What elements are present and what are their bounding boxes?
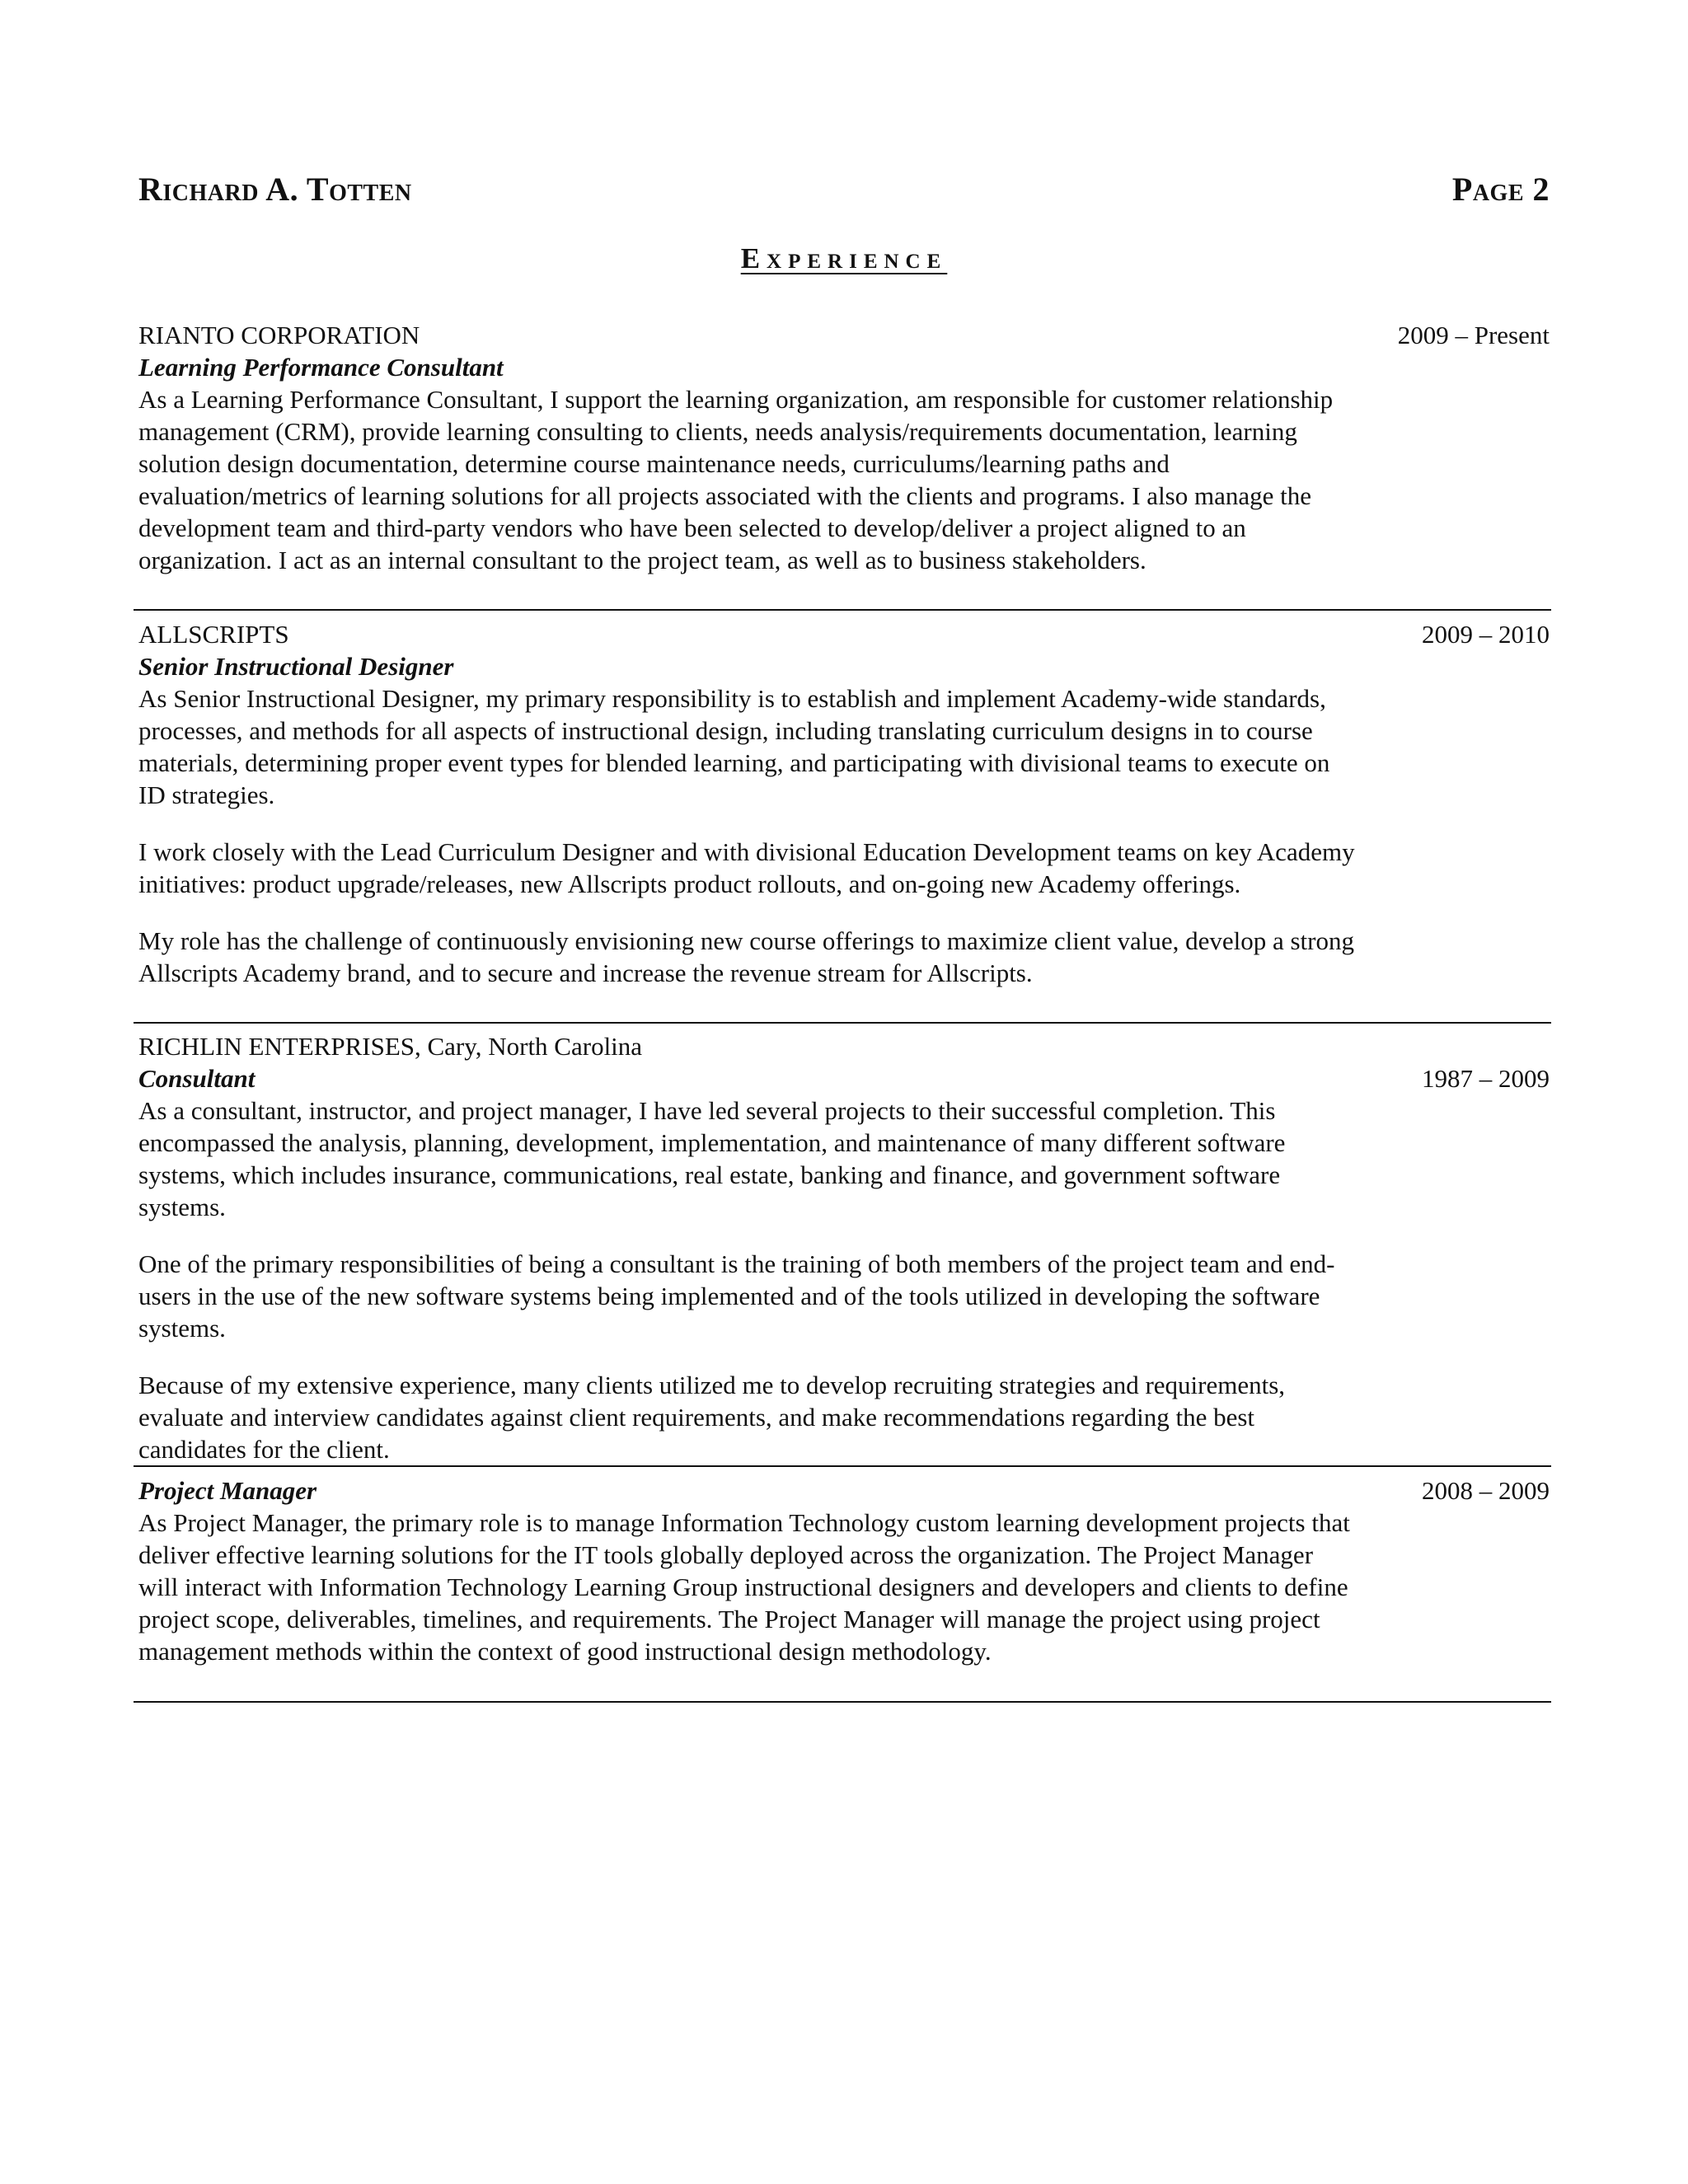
entry-company: RICHLIN ENTERPRISES, Cary, North Carolina [138, 1032, 643, 1061]
entry-divider [134, 609, 1551, 611]
entry-date: 2009 – 2010 [1422, 620, 1550, 649]
entry-divider [134, 1022, 1551, 1024]
entry-date: 2008 – 2009 [1422, 1476, 1550, 1505]
entry-description: Because of my extensive experience, many clients utilized me to develop recruiting strategies and requirements, evaluate and interview candidates against client requirements, and make recommendations regarding the best candidates for the client. [138, 1371, 1286, 1464]
entry-company: ALLSCRIPTS [138, 620, 289, 649]
entry-role: Senior Instructional Designer [138, 652, 454, 681]
entry-company: RIANTO CORPORATION [138, 321, 420, 349]
section-title-experience: Experience [740, 242, 948, 274]
entry-description: I work closely with the Lead Curriculum Designer and with divisional Education Development teams on key Academy initiatives: product upgrade/releases, new Allscripts product rollouts, and on-going new Academy offerings. [138, 837, 1355, 898]
entry-divider [134, 1701, 1551, 1703]
page-number: Page 2 [1451, 171, 1550, 208]
page-header [138, 170, 1550, 219]
entry-description: As a consultant, instructor, and project manager, I have led several projects to their successful completion. This encompassed the analysis, planning, development, implementation, and maintenance of many different software systems, which includes insurance, communications, real estate, banking and finance, and government software systems. [138, 1096, 1286, 1221]
entry-date: 1987 – 2009 [1422, 1064, 1550, 1093]
entry-description: As a Learning Performance Consultant, I support the learning organization, am responsible for customer relationship management (CRM), provide learning consulting to clients, needs analysis/requirements documentation, learning solution design documentation, determine course maintenance needs, curriculums/learning paths and evaluation/metrics of learning solutions for all projects associated with the clients and programs. I also manage the development team and third-party vendors who have been selected to develop/deliver a project aligned to an organization. I act as an internal consultant to the project team, as well as to business stakeholders. [138, 385, 1334, 574]
entry-date: 2009 – Present [1397, 321, 1550, 349]
entry-description: As Project Manager, the primary role is to manage Information Technology custom learning development projects that deliver effective learning solutions for the IT tools globally deployed across the organization. The Project Manager will interact with Information Technology Learning Group instructional designers and developers and clients to define project scope, deliverables, timelines, and requirements. The Project Manager will manage the project using project management methods within the context of good instructional design methodology. [138, 1508, 1350, 1666]
entry-description: My role has the challenge of continuously envisioning new course offerings to maximize client value, develop a strong Allscripts Academy brand, and to secure and increase the revenue stream for Allscripts. [138, 926, 1354, 987]
candidate-name: Richard A. Totten [138, 171, 412, 208]
experience-entry-project-manager [138, 1474, 1550, 1667]
entry-description: One of the primary responsibilities of being a consultant is the training of both members of the project team and end-users in the use of the new software systems being implemented and of the tools utilized in developing the software systems. [138, 1249, 1335, 1343]
entry-description: As Senior Instructional Designer, my primary responsibility is to establish and implement Academy-wide standards, processes, and methods for all aspects of instructional design, including translating curriculum designs in to course materials, determining proper event types for blended learning, and participating with divisional teams to execute on ID strategies. [138, 684, 1330, 809]
entry-role: Project Manager [138, 1476, 317, 1505]
entry-role: Consultant [138, 1064, 256, 1093]
entry-role: Learning Performance Consultant [138, 353, 504, 382]
experience-entry-allscripts [138, 618, 1550, 989]
entry-divider [134, 1465, 1551, 1467]
experience-entry-rianto [138, 319, 1550, 576]
experience-entry-richlin [138, 1030, 1550, 1465]
